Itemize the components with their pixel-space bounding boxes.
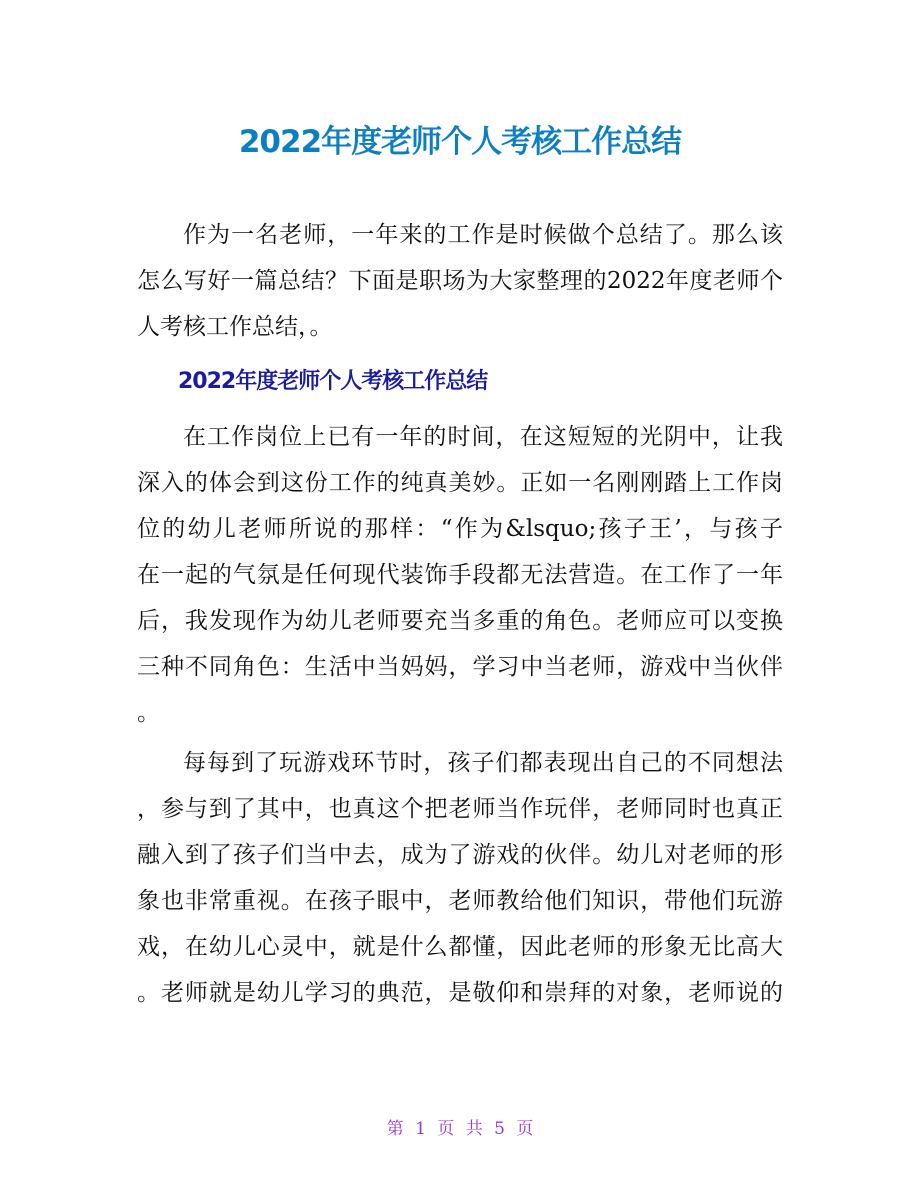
body-paragraph-1 — [137, 414, 783, 736]
document-title: 2022年度老师个人考核工作总结 — [238, 124, 682, 160]
section-heading: 2022年度老师个人考核工作总结 — [178, 369, 488, 394]
text-line: 。 — [137, 700, 160, 726]
text-line: 人考核工作总结，。 — [137, 314, 333, 340]
text-line: 三种不同角色：生活中当妈妈，学习中当老师，游戏中当伙伴 — [137, 654, 783, 680]
text-line: 在一起的气氛是任何现代装饰手段都无法营造。在工作了一年 — [137, 562, 783, 588]
text-line: 戏，在幼儿心灵中，就是什么都懂，因此老师的形象无比高大 — [137, 934, 783, 960]
text-line: 作为一名老师，一年来的工作是时候做个总结了。那么该 — [183, 222, 783, 248]
text-line: 深入的体会到这份工作的纯真美妙。正如一名刚刚踏上工作岗 — [137, 470, 783, 496]
text-line: 每每到了玩游戏环节时，孩子们都表现出自己的不同想法 — [183, 750, 783, 776]
text-line: ，参与到了其中，也真这个把老师当作玩伴，老师同时也真正 — [137, 796, 783, 822]
text-line: 。老师就是幼儿学习的典范，是敬仰和崇拜的对象，老师说的 — [137, 980, 783, 1006]
body-paragraph-2 — [137, 740, 783, 1016]
text-line: 象也非常重视。在孩子眼中，老师教给他们知识，带他们玩游 — [137, 888, 783, 914]
intro-paragraph — [137, 212, 783, 350]
text-line: 怎么写好一篇总结？下面是职场为大家整理的2022年度老师个 — [137, 268, 783, 294]
text-line: 融入到了孩子们当中去，成为了游戏的伙伴。幼儿对老师的形 — [137, 842, 783, 868]
text-line: 位的幼儿老师所说的那样：“作为&lsquo;孩子王’，与孩子 — [137, 516, 783, 542]
page-number-footer: 第 1 页 共 5 页 — [386, 1119, 534, 1139]
text-line: 在工作岗位上已有一年的时间，在这短短的光阴中，让我 — [183, 424, 783, 450]
text-line: 后，我发现作为幼儿老师要充当多重的角色。老师应可以变换 — [137, 608, 783, 634]
